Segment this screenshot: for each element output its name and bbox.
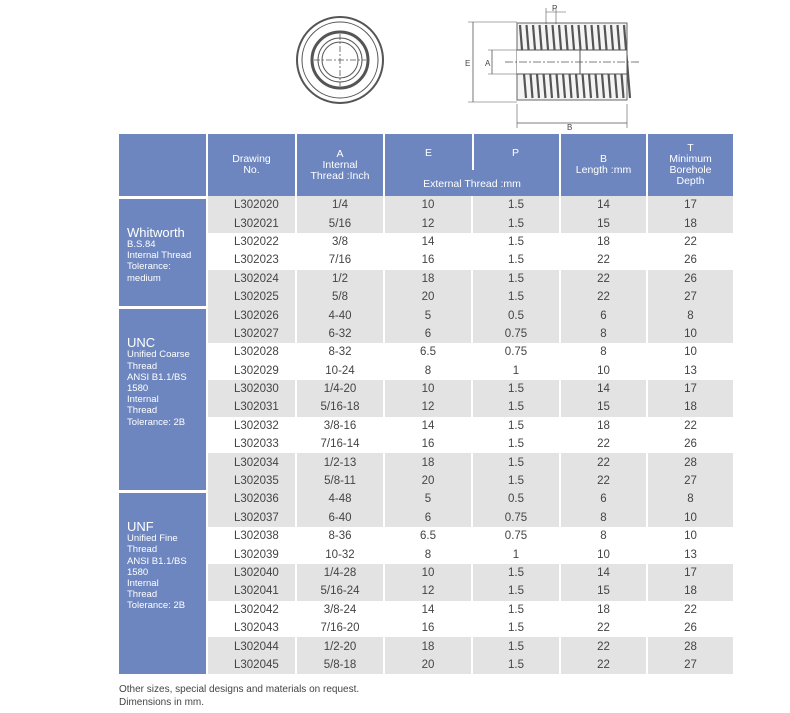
cell-drawing: L302023 [208, 251, 297, 269]
cell-b: 22 [561, 251, 648, 269]
cell-p: 0.75 [473, 343, 561, 361]
cell-p: 0.5 [473, 306, 561, 324]
cell-a: 1/2-20 [297, 637, 385, 655]
cell-p: 1.5 [473, 656, 561, 674]
cell-b: 8 [561, 527, 648, 545]
cell-e: 16 [385, 251, 473, 269]
dim-label-p: P [552, 4, 558, 13]
cell-drawing: L302037 [208, 509, 297, 527]
cell-a: 10-32 [297, 545, 385, 563]
cell-t: 17 [648, 380, 735, 398]
table-row [119, 398, 735, 416]
table-row [119, 656, 735, 674]
cell-b: 6 [561, 306, 648, 324]
cell-a: 8-32 [297, 343, 385, 361]
cell-e: 6.5 [385, 343, 473, 361]
cell-p: 1.5 [473, 453, 561, 471]
footnote-sizes: Other sizes, special designs and materials on request. [119, 684, 360, 695]
cell-e: 6 [385, 325, 473, 343]
cell-t: 26 [648, 619, 735, 637]
thread-group-name: UNF [127, 519, 154, 535]
cell-e: 18 [385, 637, 473, 655]
cell-a: 1/2 [297, 270, 385, 288]
cell-p: 0.5 [473, 490, 561, 508]
cell-e: 5 [385, 306, 473, 324]
cell-a: 6-32 [297, 325, 385, 343]
cell-drawing: L302020 [208, 196, 297, 214]
header-b: B Length :mm [561, 134, 648, 196]
cell-p: 0.75 [473, 325, 561, 343]
header-corner [119, 134, 208, 196]
header-a: A Internal Thread :Inch [297, 134, 385, 196]
cell-drawing: L302035 [208, 472, 297, 490]
table-row [119, 288, 735, 306]
cell-b: 14 [561, 380, 648, 398]
table-row [119, 251, 735, 269]
thread-group-description: Unified Fine Thread ANSI B1.1/BS 1580 Internal Thread Tolerance: 2B [127, 533, 187, 612]
cell-b: 10 [561, 545, 648, 563]
table-header-row [119, 134, 735, 196]
table-row [119, 601, 735, 619]
cell-t: 22 [648, 601, 735, 619]
dim-label-e: E [465, 59, 471, 68]
table-row [119, 619, 735, 637]
cell-e: 10 [385, 196, 473, 214]
cell-p: 1 [473, 362, 561, 380]
cell-e: 8 [385, 362, 473, 380]
cell-drawing: L302036 [208, 490, 297, 508]
cell-drawing: L302034 [208, 453, 297, 471]
cell-e: 16 [385, 435, 473, 453]
table-row [119, 490, 735, 508]
cell-p: 0.75 [473, 509, 561, 527]
cell-e: 18 [385, 270, 473, 288]
cell-p: 1.5 [473, 270, 561, 288]
cell-a: 7/16 [297, 251, 385, 269]
thread-group-description: B.S.84 Internal Thread Tolerance: medium [127, 239, 192, 284]
cell-b: 22 [561, 619, 648, 637]
cell-a: 1/4 [297, 196, 385, 214]
cell-e: 14 [385, 417, 473, 435]
technical-drawing [0, 0, 790, 135]
cell-e: 12 [385, 582, 473, 600]
table-row [119, 417, 735, 435]
table-row [119, 527, 735, 545]
cell-a: 1/2-13 [297, 453, 385, 471]
cell-a: 4-48 [297, 490, 385, 508]
cell-b: 14 [561, 564, 648, 582]
cell-drawing: L302044 [208, 637, 297, 655]
cell-t: 10 [648, 509, 735, 527]
header-drawing-no: Drawing No. [208, 134, 297, 196]
cell-b: 15 [561, 214, 648, 232]
cell-drawing: L302028 [208, 343, 297, 361]
table-row [119, 509, 735, 527]
cell-p: 1.5 [473, 435, 561, 453]
table-row [119, 196, 735, 214]
cell-t: 22 [648, 417, 735, 435]
cell-a: 10-24 [297, 362, 385, 380]
cell-t: 13 [648, 362, 735, 380]
cell-p: 1.5 [473, 214, 561, 232]
cell-a: 5/16 [297, 214, 385, 232]
cell-e: 6.5 [385, 527, 473, 545]
table-row [119, 214, 735, 232]
cell-b: 10 [561, 362, 648, 380]
cell-p: 1.5 [473, 601, 561, 619]
table-row [119, 343, 735, 361]
cell-e: 20 [385, 472, 473, 490]
thread-group-label [119, 490, 208, 674]
cell-b: 18 [561, 601, 648, 619]
cell-a: 6-40 [297, 509, 385, 527]
cell-a: 1/4-20 [297, 380, 385, 398]
table-row [119, 380, 735, 398]
table-row [119, 453, 735, 471]
table-row [119, 637, 735, 655]
cell-drawing: L302029 [208, 362, 297, 380]
cell-drawing: L302045 [208, 656, 297, 674]
end-view-drawing [297, 17, 383, 103]
table-row [119, 233, 735, 251]
cell-t: 27 [648, 656, 735, 674]
dim-label-b: B [567, 123, 573, 132]
cell-t: 10 [648, 527, 735, 545]
table-row [119, 582, 735, 600]
cell-b: 8 [561, 343, 648, 361]
header-e: E [424, 147, 432, 159]
cell-b: 15 [561, 582, 648, 600]
cell-a: 3/8-16 [297, 417, 385, 435]
cell-t: 27 [648, 288, 735, 306]
cell-e: 16 [385, 619, 473, 637]
cell-b: 18 [561, 417, 648, 435]
cell-drawing: L302031 [208, 398, 297, 416]
cell-p: 1.5 [473, 288, 561, 306]
cell-e: 14 [385, 233, 473, 251]
cell-b: 22 [561, 270, 648, 288]
cell-e: 8 [385, 545, 473, 563]
cell-drawing: L302027 [208, 325, 297, 343]
cell-drawing: L302021 [208, 214, 297, 232]
table-row [119, 545, 735, 563]
header-t: T Minimum Borehole Depth [648, 134, 735, 196]
cell-b: 22 [561, 435, 648, 453]
header-e-p [385, 134, 561, 196]
cell-t: 27 [648, 472, 735, 490]
thread-group-label [119, 306, 208, 490]
table-body [119, 196, 735, 674]
cell-t: 28 [648, 637, 735, 655]
cell-e: 20 [385, 288, 473, 306]
cell-e: 5 [385, 490, 473, 508]
cell-drawing: L302022 [208, 233, 297, 251]
thread-group-name: UNC [127, 335, 156, 351]
cell-t: 18 [648, 582, 735, 600]
cell-t: 28 [648, 453, 735, 471]
specification-table [119, 134, 735, 674]
cell-a: 5/16-24 [297, 582, 385, 600]
cell-drawing: L302038 [208, 527, 297, 545]
cell-p: 1 [473, 545, 561, 563]
header-external-thread: External Thread :mm [423, 178, 521, 190]
cell-p: 1.5 [473, 251, 561, 269]
cell-t: 10 [648, 325, 735, 343]
cell-t: 22 [648, 233, 735, 251]
cell-p: 1.5 [473, 233, 561, 251]
cell-t: 17 [648, 564, 735, 582]
cell-t: 26 [648, 251, 735, 269]
cell-e: 10 [385, 564, 473, 582]
cell-drawing: L302032 [208, 417, 297, 435]
cell-t: 26 [648, 435, 735, 453]
cell-drawing: L302040 [208, 564, 297, 582]
cell-drawing: L302039 [208, 545, 297, 563]
cell-a: 3/8 [297, 233, 385, 251]
cell-b: 8 [561, 509, 648, 527]
thread-group-description: Unified Coarse Thread ANSI B1.1/BS 1580 Internal Thread Tolerance: 2B [127, 349, 190, 428]
cell-drawing: L302041 [208, 582, 297, 600]
cell-b: 18 [561, 233, 648, 251]
cell-e: 10 [385, 380, 473, 398]
cell-b: 6 [561, 490, 648, 508]
cell-b: 22 [561, 288, 648, 306]
cell-b: 22 [561, 656, 648, 674]
cell-p: 1.5 [473, 417, 561, 435]
cell-t: 8 [648, 490, 735, 508]
cell-b: 15 [561, 398, 648, 416]
footnotes [119, 683, 359, 709]
cell-e: 18 [385, 453, 473, 471]
cell-p: 1.5 [473, 380, 561, 398]
cell-b: 22 [561, 453, 648, 471]
cell-e: 20 [385, 656, 473, 674]
cell-t: 10 [648, 343, 735, 361]
cell-p: 0.75 [473, 527, 561, 545]
table-row [119, 306, 735, 324]
cell-e: 12 [385, 398, 473, 416]
cell-p: 1.5 [473, 637, 561, 655]
cell-b: 22 [561, 637, 648, 655]
table-row [119, 472, 735, 490]
cell-b: 14 [561, 196, 648, 214]
cell-t: 26 [648, 270, 735, 288]
cell-a: 7/16-14 [297, 435, 385, 453]
cell-b: 22 [561, 472, 648, 490]
cell-drawing: L302026 [208, 306, 297, 324]
table-row [119, 325, 735, 343]
cell-t: 8 [648, 306, 735, 324]
cell-a: 1/4-28 [297, 564, 385, 582]
cell-a: 4-40 [297, 306, 385, 324]
thread-group-label [119, 196, 208, 306]
table-row [119, 564, 735, 582]
cell-t: 13 [648, 545, 735, 563]
thread-group-name: Whitworth [127, 225, 185, 240]
cell-a: 5/8-11 [297, 472, 385, 490]
table-row [119, 435, 735, 453]
cell-b: 8 [561, 325, 648, 343]
cell-p: 1.5 [473, 472, 561, 490]
cell-drawing: L302033 [208, 435, 297, 453]
cell-e: 6 [385, 509, 473, 527]
cell-t: 18 [648, 214, 735, 232]
cell-a: 3/8-24 [297, 601, 385, 619]
cell-p: 1.5 [473, 582, 561, 600]
header-p: P [511, 147, 519, 159]
footnote-units: Dimensions in mm. [119, 697, 205, 708]
cell-p: 1.5 [473, 564, 561, 582]
cell-e: 14 [385, 601, 473, 619]
cell-p: 1.5 [473, 398, 561, 416]
cell-e: 12 [385, 214, 473, 232]
cell-drawing: L302025 [208, 288, 297, 306]
cell-a: 5/16-18 [297, 398, 385, 416]
cell-a: 8-36 [297, 527, 385, 545]
cell-a: 5/8-18 [297, 656, 385, 674]
side-view-drawing [468, 8, 640, 128]
cell-p: 1.5 [473, 619, 561, 637]
cell-a: 5/8 [297, 288, 385, 306]
cell-drawing: L302042 [208, 601, 297, 619]
table-row [119, 362, 735, 380]
cell-a: 7/16-20 [297, 619, 385, 637]
cell-drawing: L302043 [208, 619, 297, 637]
table-row [119, 270, 735, 288]
cell-t: 18 [648, 398, 735, 416]
cell-p: 1.5 [473, 196, 561, 214]
dim-label-a: A [485, 59, 491, 68]
cell-drawing: L302024 [208, 270, 297, 288]
cell-t: 17 [648, 196, 735, 214]
cell-drawing: L302030 [208, 380, 297, 398]
